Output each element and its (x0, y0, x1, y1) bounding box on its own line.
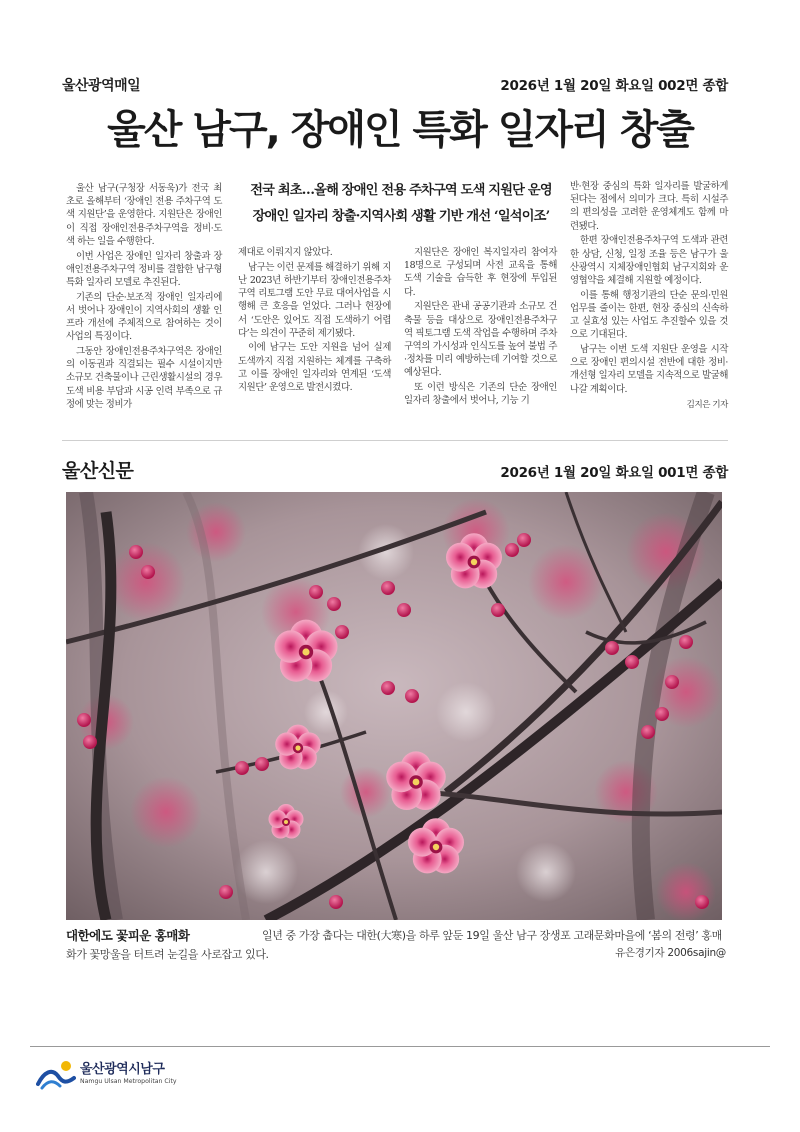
paragraph: 그동안 장애인전용주차구역은 장애인의 이동권과 직결되는 필수 시설이지만 소규모 건축물이나 근린생활시설의 경우 도색 비용 부담과 시공 인력 부족으로 규정에 맞는 정비가 (66, 345, 222, 410)
paragraph: 반·현장 중심의 특화 일자리를 발굴하게 된다는 점에서 의미가 크다. 특히 시설주의 편의성을 고려한 운영체계도 함께 마련됐다. (570, 181, 728, 232)
plum-blossom-photo (66, 492, 722, 920)
logo-korean: 울산광역시남구 (80, 1062, 165, 1077)
article-column-3 (404, 246, 557, 409)
paragraph: 남구는 이번 도색 지원단 운영을 시작으로 장애인 편의시설 전반에 대한 정비·개선형 일자리 모델을 지속적으로 발굴해 나갈 계획이다. (570, 343, 728, 395)
photo-credit: 유은경기자 2006sajin@ (615, 947, 726, 959)
article-headline: 울산 남구, 장애인 특화 일자리 창출 (107, 107, 693, 153)
section-divider (62, 440, 728, 441)
footer-divider (30, 1046, 770, 1047)
paper-name: 울산광역매일 (62, 78, 141, 94)
logo-english: Namgu Ulsan Metropolitan City (80, 1078, 177, 1085)
article-column-4 (570, 180, 728, 412)
caption-text: 일년 중 가장 춥다는 대한(大寒)을 하루 앞둔 19일 울산 남구 장생포 고래문화마을에 ‘봄의 전령’ 홍매화가 꽃망울을 터트려 눈길을 사로잡고 있다. (66, 929, 722, 961)
paragraph: 울산 남구(구청장 서동욱)가 전국 최초로 올해부터 ‘장애인 전용 주차구역 도색 지원단’을 운영한다. 지원단은 장애인이 직접 장애인전용주차구역을 정비·도색 하는 일을 수행한다. (66, 183, 222, 247)
photo-masthead (62, 456, 728, 483)
paragraph: 기존의 단순·보조적 장애인 일자리에서 벗어나 장애인이 지역사회의 생활 인프라 개선에 주체적으로 참여하는 것이 사업의 특징이다. (66, 291, 222, 343)
paragraph: 지원단은 관내 공공기관과 소규모 건축물 등을 대상으로 장애인전용주차구역 픽토그램 도색 작업을 수행하며 주차구역의 가시성과 인식도를 높여 불법 주·정차를 미리 예방하는데 기여할 것으로 예상된다. (404, 301, 557, 379)
article-column-1 (66, 182, 222, 412)
paragraph: 지원단은 장애인 복지일자리 참여자 18명으로 구성되며 사전 교육을 통해 도색 기술을 습득한 후 현장에 투입된다. (404, 247, 557, 298)
subhead: 장애인 일자리 창출·지역사회 생활 기반 개선 ‘일석이조’ (252, 209, 550, 224)
subhead: 전국 최초…올해 장애인 전용 주차구역 도색 지원단 운영 (250, 183, 552, 198)
footer-logo (36, 1058, 177, 1090)
logo-text (80, 1062, 177, 1086)
issue-date-line: 2026년 1월 20일 화요일 001면 종합 (500, 465, 728, 481)
issue-date-line: 2026년 1월 20일 화요일 002면 종합 (500, 78, 728, 94)
paragraph: 이를 통해 행정기관의 단순 문의·민원 업무를 줄이는 한편, 현장 중심의 신속하고 실효성 있는 사업도 추진할수 있을 것으로 기대된다. (570, 289, 728, 341)
article-column-2 (238, 246, 391, 396)
paragraph: 남구는 이런 문제를 해결하기 위해 지난 2023년 하반기부터 장애인전용주차구역 리토그램 도안 무료 대여사업을 시행해 큰 호응을 얻었다. 그러나 현장에서 ‘도안은 있어도 직접 도색하기 어렵다’는 의견이 꾸준히 제기됐다. (238, 261, 391, 339)
article-byline: 김지은 기자 (686, 399, 728, 410)
paragraph: 이에 남구는 도안 지원을 넘어 실제 도색까지 직접 지원하는 체계를 구축하고 이를 장애인 일자리와 연계된 ‘도색 지원단’ 운영으로 발전시켰다. (238, 342, 391, 394)
article-subheads (240, 178, 562, 230)
top-masthead (62, 74, 728, 95)
paper-name: 울산신문 (62, 460, 134, 482)
paragraph: 한편 장애인전용주차구역 도색과 관련한 상담, 신청, 일정 조율 등은 남구가 울산광역시 지체장애인협회 남구지회와 운영협약을 체결해 지원할 예정이다. (570, 235, 728, 286)
paragraph: 또 이런 방식은 기존의 단순 장애인 일자리 창출에서 벗어나, 기능 기 (404, 382, 557, 407)
namgu-logo-icon (36, 1058, 76, 1090)
paragraph: 제대로 이뤄지지 않았다. (238, 247, 333, 258)
paragraph: 이번 사업은 장애인 일자리 창출과 장애인전용주차구역 정비를 결합한 남구형 특화 일자리 모델로 추진된다. (66, 250, 222, 288)
caption-title: 대한에도 꽃피운 홍매화 (66, 928, 190, 943)
